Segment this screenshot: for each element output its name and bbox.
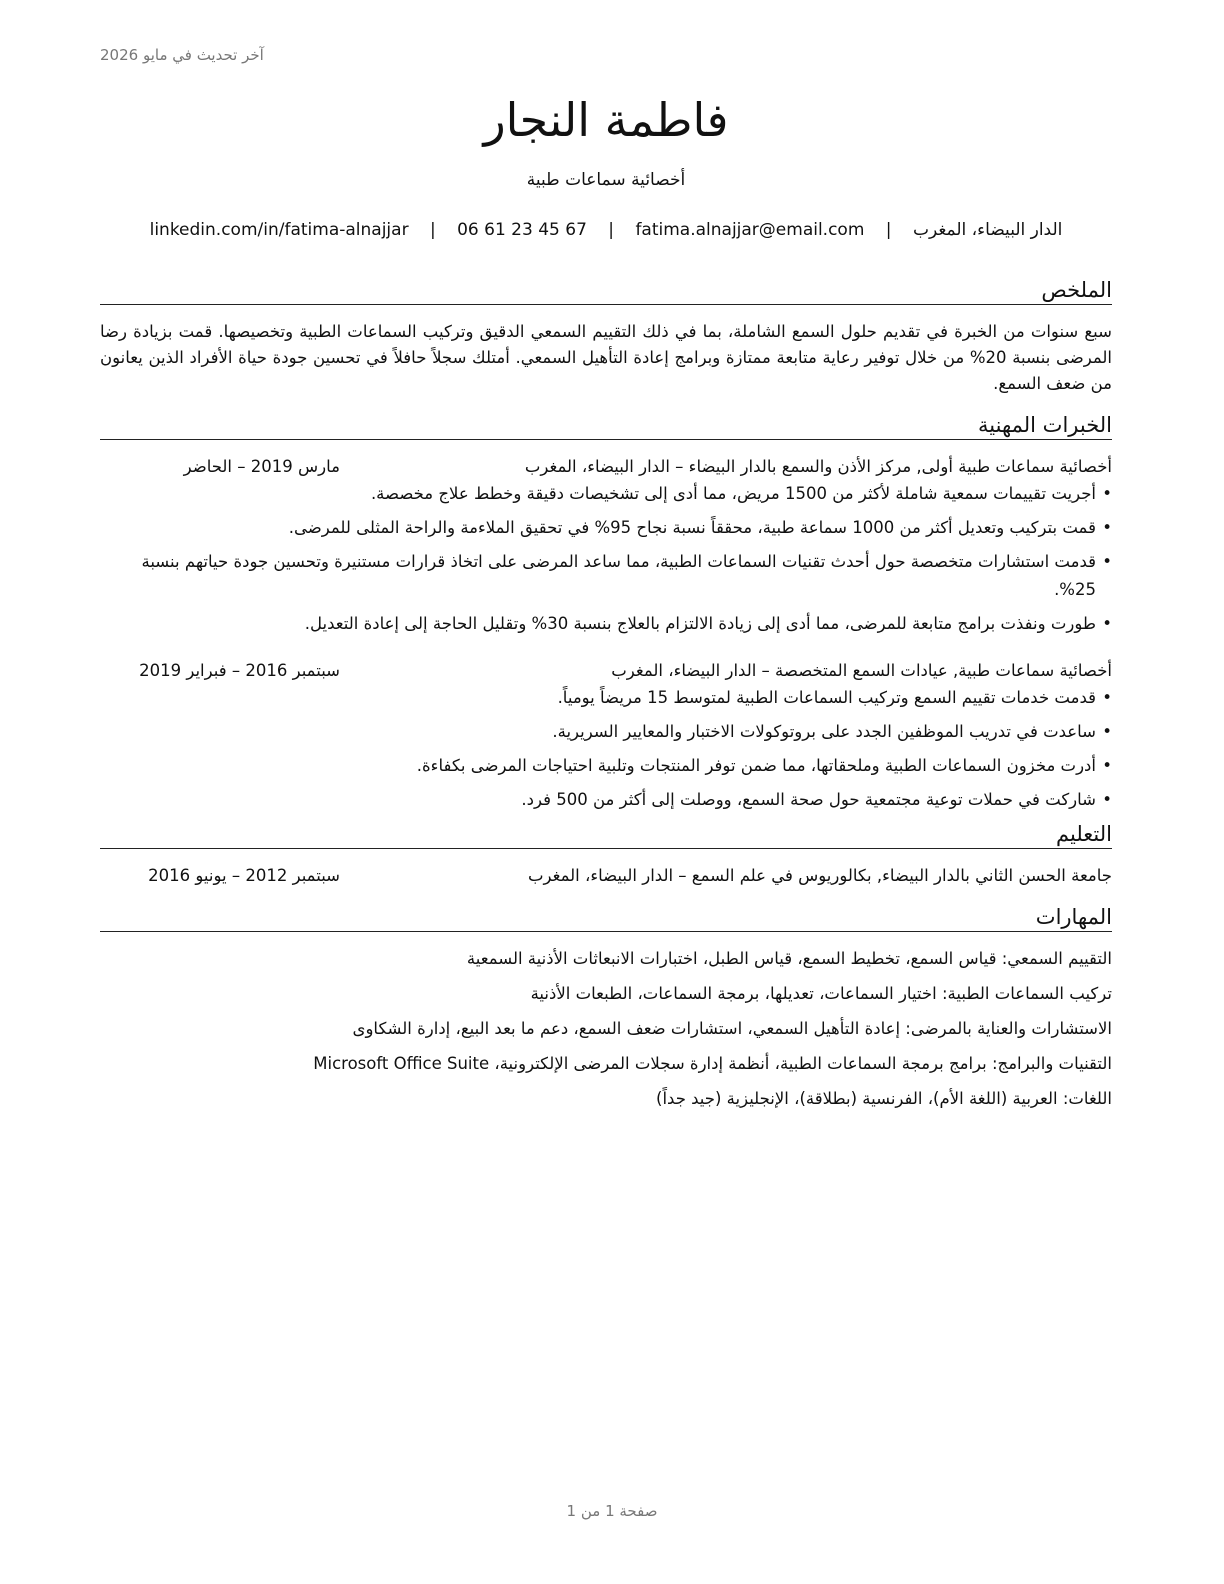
contact-line [100, 218, 1112, 242]
skill-line: الاستشارات والعناية بالمرضى: إعادة التأهيل السمعي، استشارات ضعف السمع، دعم ما بعد البيع، إدارة الشكاوى [352, 1019, 1112, 1038]
skill-line: التقييم السمعي: قياس السمع، تخطيط السمع، قياس الطبل، اختبارات الانبعاثات الأذنية السمعية [466, 949, 1112, 968]
contact-email[interactable]: fatima.alnajjar@email.com [635, 220, 865, 240]
person-name: فاطمة النجار [483, 93, 729, 147]
job-entry [100, 454, 1112, 638]
job-entry [100, 658, 1112, 814]
experience-section [100, 411, 1112, 814]
last-updated-note: آخر تحديث في مايو 2026 [100, 46, 264, 64]
skills-section [100, 903, 1112, 1112]
contact-location: الدار البيضاء، المغرب [912, 220, 1063, 240]
section-title-education: التعليم [100, 820, 1112, 849]
job-bullet: • ساعدت في تدريب الموظفين الجدد على بروتوكولات الاختبار والمعايير السريرية. [100, 718, 1112, 746]
education-heading: جامعة الحسن الثاني بالدار البيضاء, بكالوريوس في علم السمع – الدار البيضاء، المغرب [528, 866, 1112, 885]
skills-list [100, 946, 1112, 1112]
skill-line: التقنيات والبرامج: برامج برمجة السماعات الطبية، أنظمة إدارة سجلات المرضى الإلكترونية، Microsoft Office Suite [313, 1054, 1112, 1073]
contact-separator: | [608, 220, 615, 240]
section-title-summary: الملخص [100, 276, 1112, 305]
contact-linkedin[interactable]: linkedin.com/in/fatima-alnajjar [149, 220, 409, 240]
job-bullet: • أجريت تقييمات سمعية شاملة لأكثر من 1500 مريض، مما أدى إلى تشخيصات دقيقة وخطط علاج مخصصة. [100, 480, 1112, 508]
resume-body [100, 276, 1112, 1121]
skill-line: اللغات: العربية (اللغة الأم)، الفرنسية (بطلاقة)، الإنجليزية (جيد جداً) [656, 1089, 1112, 1108]
contact-separator: | [429, 220, 436, 240]
job-heading: أخصائية سماعات طبية, عيادات السمع المتخصصة – الدار البيضاء، المغرب [611, 661, 1112, 680]
job-bullet: • قمت بتركيب وتعديل أكثر من 1000 سماعة طبية، محققاً نسبة نجاح 95% في تحقيق الملاءمة والراحة المثلى للمرضى. [100, 514, 1112, 542]
skill-line: تركيب السماعات الطبية: اختيار السماعات، تعديلها، برمجة السماعات، الطبعات الأذنية [530, 984, 1112, 1003]
summary-text: سبع سنوات من الخبرة في تقديم حلول السمع الشاملة، بما في ذلك التقييم السمعي الدقيق وتركيب السماعات الطبية وتخصيصها. قمت بزيادة رضا المرضى بنسبة 20% من خلال توفير رعاية متابعة ممتازة وبرامج إعادة التأهيل السمعي. أمتلك سجلاً حافلاً في تحسين جودة حياة الأفراد الذين يعانون من ضعف السمع. [100, 322, 1112, 393]
job-bullet: • شاركت في حملات توعية مجتمعية حول صحة السمع، ووصلت إلى أكثر من 500 فرد. [100, 786, 1112, 814]
job-bullets [100, 480, 1112, 638]
education-entry [100, 863, 1112, 889]
job-header [100, 658, 1112, 684]
job-bullets [100, 684, 1112, 814]
job-title: أخصائية سماعات طبية [526, 170, 686, 190]
job-dates: مارس 2019 – الحاضر [183, 457, 340, 476]
section-title-experience: الخبرات المهنية [100, 411, 1112, 440]
contact-separator: | [885, 220, 892, 240]
page-number: صفحة 1 من 1 [566, 1502, 658, 1520]
job-header [100, 454, 1112, 480]
job-bullet: • قدمت استشارات متخصصة حول أحدث تقنيات السماعات الطبية، مما ساعد المرضى على اتخاذ قرارات مستنيرة وتحسين جودة حياتهم بنسبة 25%. [100, 548, 1112, 604]
job-bullet: • أدرت مخزون السماعات الطبية وملحقاتها، مما ضمن توفر المنتجات وتلبية احتياجات المرضى بكفاءة. [100, 752, 1112, 780]
section-title-skills: المهارات [100, 903, 1112, 932]
job-bullet: • طورت ونفذت برامج متابعة للمرضى، مما أدى إلى زيادة الالتزام بالعلاج بنسبة 30% وتقليل الحاجة إلى إعادة التعديل. [100, 610, 1112, 638]
education-dates: سبتمبر 2012 – يونيو 2016 [148, 866, 340, 885]
job-bullet: • قدمت خدمات تقييم السمع وتركيب السماعات الطبية لمتوسط 15 مريضاً يومياً. [100, 684, 1112, 712]
education-header [100, 863, 1112, 889]
contact-phone: 06 61 23 45 67 [457, 220, 587, 240]
resume-header [100, 92, 1112, 242]
job-heading: أخصائية سماعات طبية أولى, مركز الأذن والسمع بالدار البيضاء – الدار البيضاء، المغرب [524, 457, 1112, 476]
job-dates: سبتمبر 2016 – فبراير 2019 [139, 661, 340, 680]
summary-section [100, 276, 1112, 397]
education-section [100, 820, 1112, 889]
